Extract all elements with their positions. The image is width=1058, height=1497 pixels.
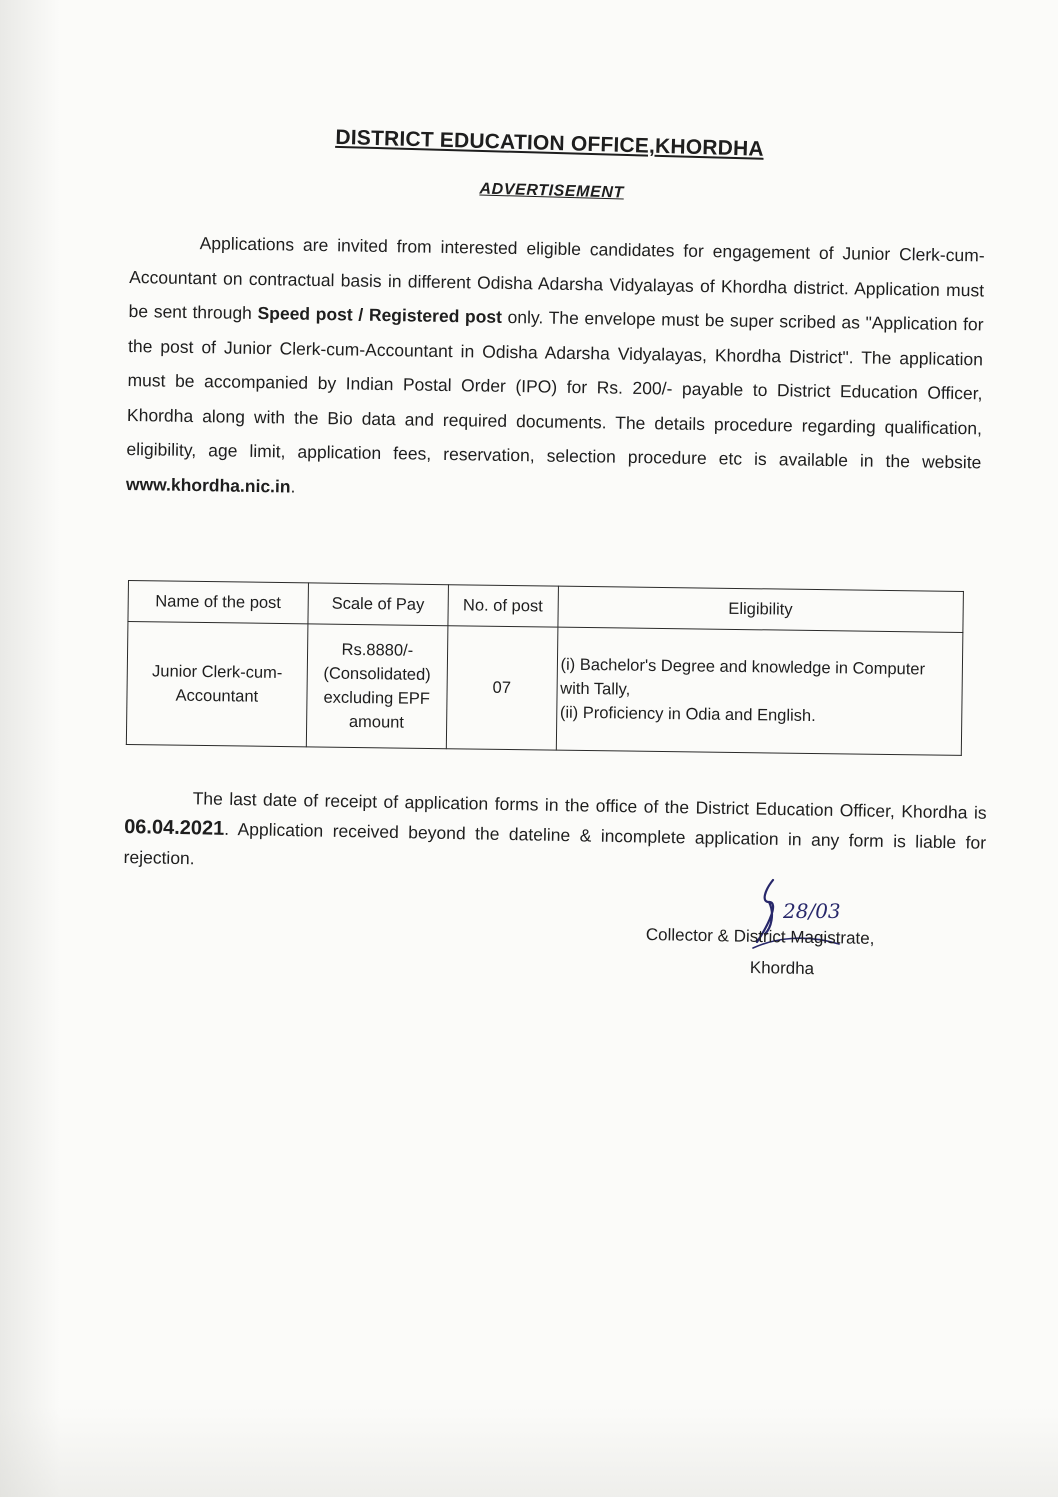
eligibility-item: (i) Bachelor's Degree and knowledge in Computer with Tally, — [560, 655, 926, 699]
header-no-of-post: No. of post — [448, 585, 558, 627]
cell-post-name: Junior Clerk-cum-Accountant — [126, 622, 307, 747]
intro-text-3: . — [290, 476, 296, 497]
website-link: www.khordha.nic.in — [125, 473, 291, 497]
advertisement-title: ADVERTISEMENT — [479, 180, 625, 202]
eligibility-item: (ii) Proficiency in Odia and English. — [559, 703, 816, 726]
cell-eligibility — [556, 627, 963, 755]
cell-no-of-post: 07 — [446, 626, 557, 750]
header-eligibility: Eligibility — [558, 586, 964, 632]
posts-table — [126, 580, 964, 756]
table-row — [126, 622, 963, 756]
intro-text-2: only. The envelope must be super scribed as "Application for the post of Junior Clerk-cum-Accountant in Odisha Adarsha Vidyalayas, Khordha District". The application must be accompanied by Indian Postal Order (IPO) for Rs. 200/- payable to District Education Officer, Khordha along with the Bio data and required documents. The details procedure regarding qualification, eligibility, age limit, application fees, reservation, selection procedure etc is available in the website — [126, 306, 984, 473]
cell-scale-of-pay: Rs.8880/- (Consolidated) excluding EPF amount — [306, 624, 448, 749]
scan-shadow-left — [0, 0, 60, 1497]
intro-paragraph — [126, 225, 985, 514]
header-post-name: Name of the post — [128, 581, 308, 624]
signature-date: 28/03 — [783, 899, 841, 923]
last-date: 06.04.2021 — [123, 815, 225, 840]
signatory-place: Khordha — [749, 958, 815, 979]
closing-text-2: . Application received beyond the dateline & incomplete application in any form is liable for rejection. — [123, 818, 987, 869]
closing-text-1: The last date of receipt of application forms in the office of the District Education Officer, Khordha is — [192, 788, 987, 823]
office-heading: DISTRICT EDUCATION OFFICE,KHORDHA — [335, 125, 765, 161]
intro-text-1: Applications are invited from interested eligible candidates for engagement of Junior Clerk-cum-Accountant on contractual basis in different Odisha Adarsha Vidyalayas of Khordha district. Application must be sent through — [128, 233, 985, 324]
closing-paragraph — [123, 782, 987, 888]
scan-shadow-bottom — [0, 1407, 1058, 1497]
header-scale-of-pay: Scale of Pay — [308, 583, 448, 626]
postal-mode: Speed post / Registered post — [257, 303, 503, 327]
signatory-title: Collector & District Magistrate, — [645, 925, 875, 948]
